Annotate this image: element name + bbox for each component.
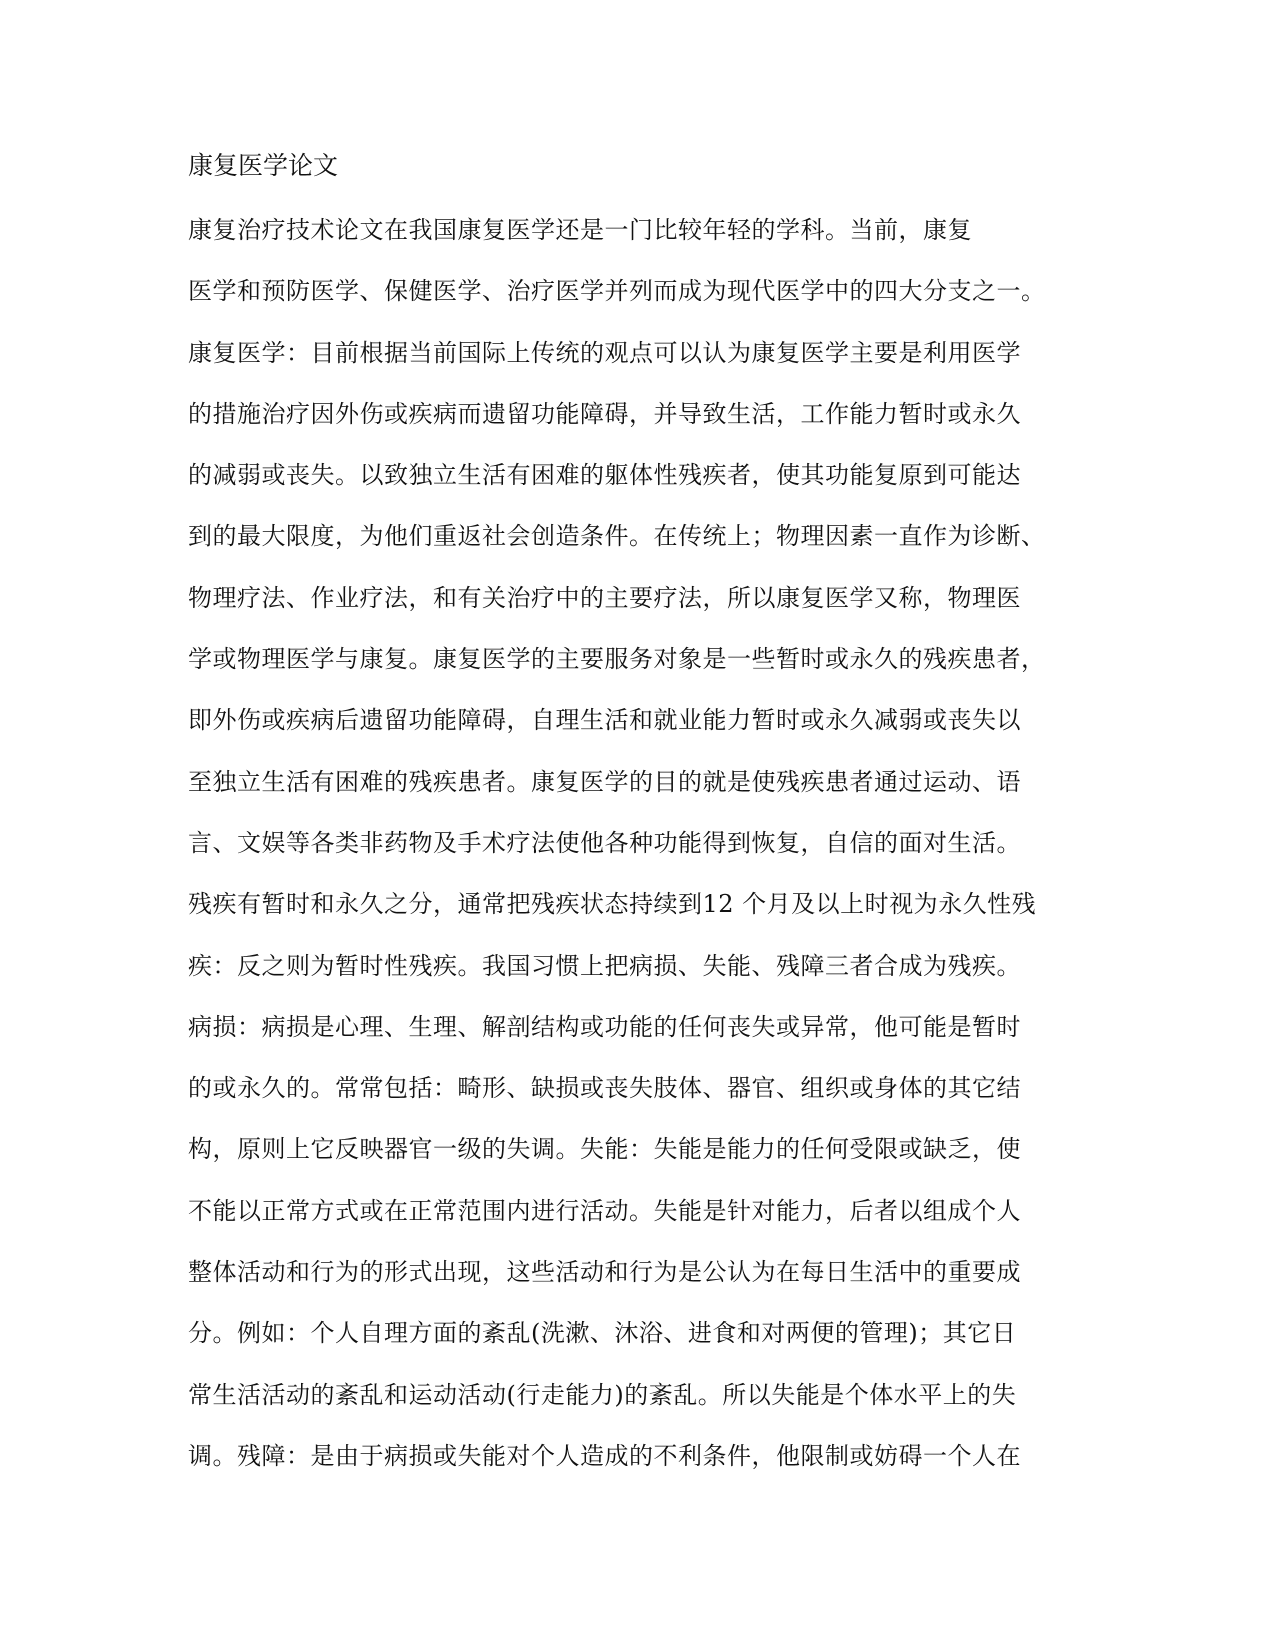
- body-line: 言、文娱等各类非药物及手术疗法使他各种功能得到恢复，自信的面对生活。: [188, 828, 1021, 857]
- body-line: 的减弱或丧失。以致独立生活有困难的躯体性残疾者，使其功能复原到可能达: [188, 461, 1021, 490]
- body-line: 即外伤或疾病后遗留功能障碍，自理生活和就业能力暂时或永久减弱或丧失以: [188, 706, 1021, 735]
- body-line: 医学和预防医学、保健医学、治疗医学并列而成为现代医学中的四大分支之一。: [188, 277, 1046, 306]
- body-line: 康复医学：目前根据当前国际上传统的观点可以认为康复医学主要是利用医学: [188, 338, 1021, 367]
- body-line: 分。例如：个人自理方面的紊乱(洗漱、沐浴、进食和对两便的管理)；其它日: [188, 1319, 1017, 1348]
- body-line: 的措施治疗因外伤或疾病而遗留功能障碍，并导致生活，工作能力暂时或永久: [188, 399, 1021, 428]
- body-line: 疾：反之则为暂时性残疾。我国习惯上把病损、失能、残障三者合成为残疾。: [188, 951, 1021, 980]
- body-line: 至独立生活有困难的残疾患者。康复医学的目的就是使残疾患者通过运动、语: [188, 767, 1021, 796]
- body-line: 物理疗法、作业疗法，和有关治疗中的主要疗法，所以康复医学又称，物理医: [188, 583, 1021, 612]
- body-line: 常生活活动的紊乱和运动活动(行走能力)的紊乱。所以失能是个体水平上的失: [188, 1380, 1017, 1409]
- body-line: 不能以正常方式或在正常范围内进行活动。失能是针对能力，后者以组成个人: [188, 1196, 1021, 1225]
- body-line: 的或永久的。常常包括：畸形、缺损或丧失肢体、器官、组织或身体的其它结: [188, 1074, 1021, 1103]
- body-line: 康复治疗技术论文在我国康复医学还是一门比较年轻的学科。当前，康复: [188, 216, 972, 244]
- body-line: 调。残障：是由于病损或失能对个人造成的不利条件，他限制或妨碍一个人在: [188, 1441, 1021, 1470]
- document-title: 康复医学论文: [188, 151, 339, 180]
- document-body: [188, 212, 1088, 1499]
- body-line: 病损：病损是心理、生理、解剖结构或功能的任何丧失或异常，他可能是暂时: [188, 1012, 1021, 1041]
- body-line: 学或物理医学与康复。康复医学的主要服务对象是一些暂时或永久的残疾患者，: [188, 645, 1046, 674]
- body-line: 整体活动和行为的形式出现，这些活动和行为是公认为在每日生活中的重要成: [188, 1258, 1021, 1287]
- body-line: 到的最大限度，为他们重返社会创造条件。在传统上；物理因素一直作为诊断、: [188, 522, 1046, 551]
- body-line: 残疾有暂时和永久之分，通常把残疾状态持续到12 个月及以上时视为永久性残: [188, 890, 1037, 919]
- body-line: 构，原则上它反映器官一级的失调。失能：失能是能力的任何受限或缺乏，使: [188, 1135, 1021, 1164]
